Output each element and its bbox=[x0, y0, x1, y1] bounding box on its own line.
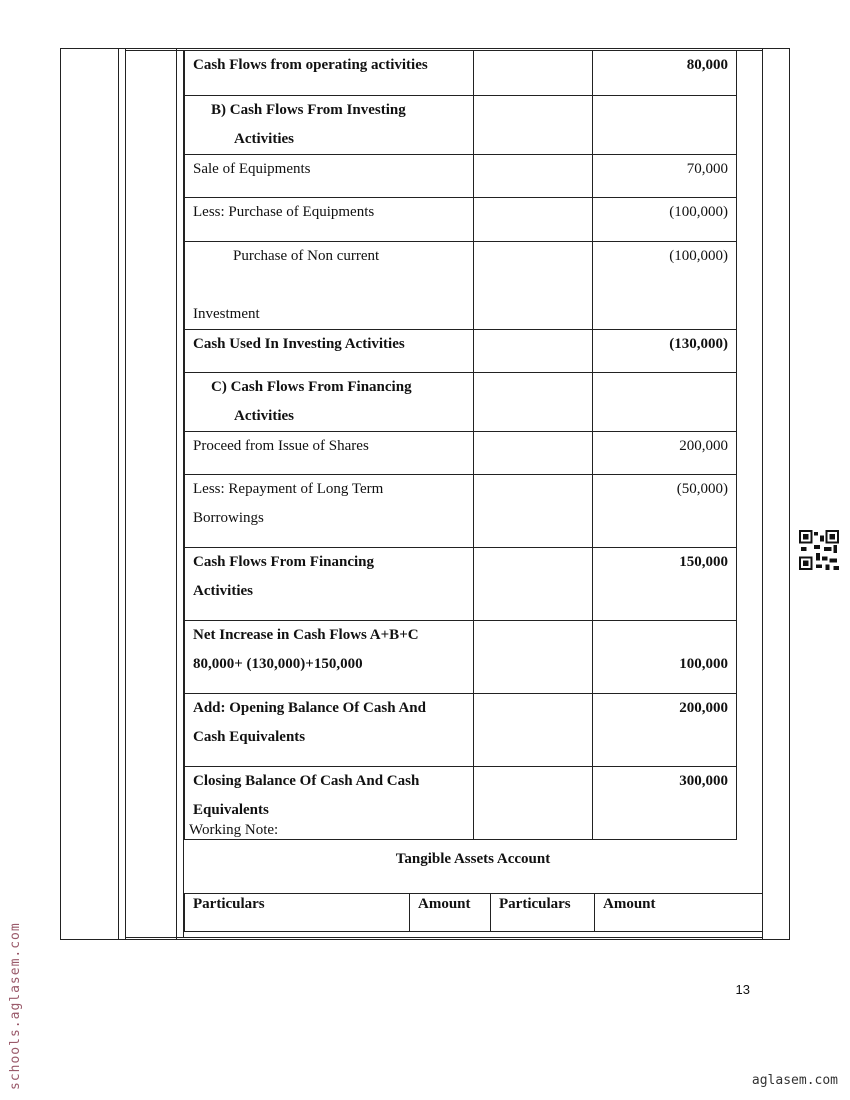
section-heading: C) Cash Flows From Financing Activities bbox=[185, 373, 474, 432]
row-amount: (100,000) bbox=[593, 198, 737, 242]
empty-cell bbox=[474, 475, 593, 548]
row-label: Proceed from Issue of Shares bbox=[185, 432, 474, 475]
cash-flow-row bbox=[185, 330, 737, 373]
empty-cell bbox=[474, 621, 593, 694]
frame-divider bbox=[176, 48, 177, 940]
row-amount: 200,000 bbox=[593, 694, 737, 767]
cash-flow-row bbox=[185, 621, 737, 694]
empty-cell bbox=[474, 694, 593, 767]
section-heading: B) Cash Flows From Investing Activities bbox=[185, 96, 474, 155]
ledger-header-particulars: Particulars bbox=[491, 894, 595, 932]
empty-cell bbox=[474, 96, 593, 155]
cash-flow-row bbox=[185, 96, 737, 155]
row-amount bbox=[593, 373, 737, 432]
frame-divider bbox=[762, 48, 763, 940]
cash-flow-row bbox=[185, 198, 737, 242]
cash-flow-row bbox=[185, 475, 737, 548]
row-label: Less: Purchase of Equipments bbox=[185, 198, 474, 242]
empty-cell bbox=[474, 432, 593, 475]
ledger-header-amount: Amount bbox=[410, 894, 491, 932]
ledger-table bbox=[184, 893, 763, 932]
row-label: Less: Repayment of Long Term Borrowings bbox=[185, 475, 474, 548]
cash-flow-table bbox=[184, 50, 737, 840]
row-amount: (130,000) bbox=[593, 330, 737, 373]
frame-divider bbox=[125, 48, 126, 940]
row-label: Cash Flows from operating activities bbox=[185, 51, 474, 96]
empty-cell bbox=[474, 767, 593, 840]
row-amount: 200,000 bbox=[593, 432, 737, 475]
watermark-bottom: aglasem.com bbox=[751, 1073, 838, 1088]
row-label: Purchase of Non current Investment bbox=[185, 242, 474, 330]
row-amount: 70,000 bbox=[593, 155, 737, 198]
row-label: Add: Opening Balance Of Cash And Cash Equivalents bbox=[185, 694, 474, 767]
row-label: Sale of Equipments bbox=[185, 155, 474, 198]
row-amount: 300,000 bbox=[593, 767, 737, 840]
page-number: 13 bbox=[735, 982, 750, 997]
cash-flow-row bbox=[185, 51, 737, 96]
working-note-label: Working Note: bbox=[189, 822, 279, 838]
row-amount: (50,000) bbox=[593, 475, 737, 548]
cash-flow-row bbox=[185, 373, 737, 432]
row-label: Cash Used In Investing Activities bbox=[185, 330, 474, 373]
row-amount: 100,000 bbox=[593, 621, 737, 694]
row-amount bbox=[593, 96, 737, 155]
row-label: Closing Balance Of Cash And Cash Equivalents bbox=[185, 767, 474, 840]
empty-cell bbox=[474, 548, 593, 621]
empty-cell bbox=[474, 51, 593, 96]
empty-cell bbox=[474, 242, 593, 330]
row-label: Net Increase in Cash Flows A+B+C 80,000+ (130,000)+150,000 bbox=[185, 621, 474, 694]
cash-flow-row bbox=[185, 242, 737, 330]
row-amount: 150,000 bbox=[593, 548, 737, 621]
empty-cell bbox=[474, 155, 593, 198]
qr-code-icon bbox=[799, 530, 839, 570]
cash-flow-row bbox=[185, 548, 737, 621]
ledger-title: Tangible Assets Account bbox=[395, 851, 551, 867]
cash-flow-row bbox=[185, 694, 737, 767]
empty-cell bbox=[474, 330, 593, 373]
row-amount: 80,000 bbox=[593, 51, 737, 96]
ledger-header-particulars: Particulars bbox=[185, 894, 410, 932]
ledger-header-row bbox=[185, 894, 763, 932]
row-label: Cash Flows From Financing Activities bbox=[185, 548, 474, 621]
frame-divider bbox=[118, 48, 119, 940]
empty-cell bbox=[474, 198, 593, 242]
frame-bottom-line bbox=[125, 937, 762, 938]
cash-flow-row bbox=[185, 432, 737, 475]
row-amount: (100,000) bbox=[593, 242, 737, 330]
cash-flow-row bbox=[185, 155, 737, 198]
ledger-header-amount: Amount bbox=[595, 894, 763, 932]
empty-cell bbox=[474, 373, 593, 432]
watermark-side: schools.aglasem.com bbox=[8, 922, 23, 1090]
